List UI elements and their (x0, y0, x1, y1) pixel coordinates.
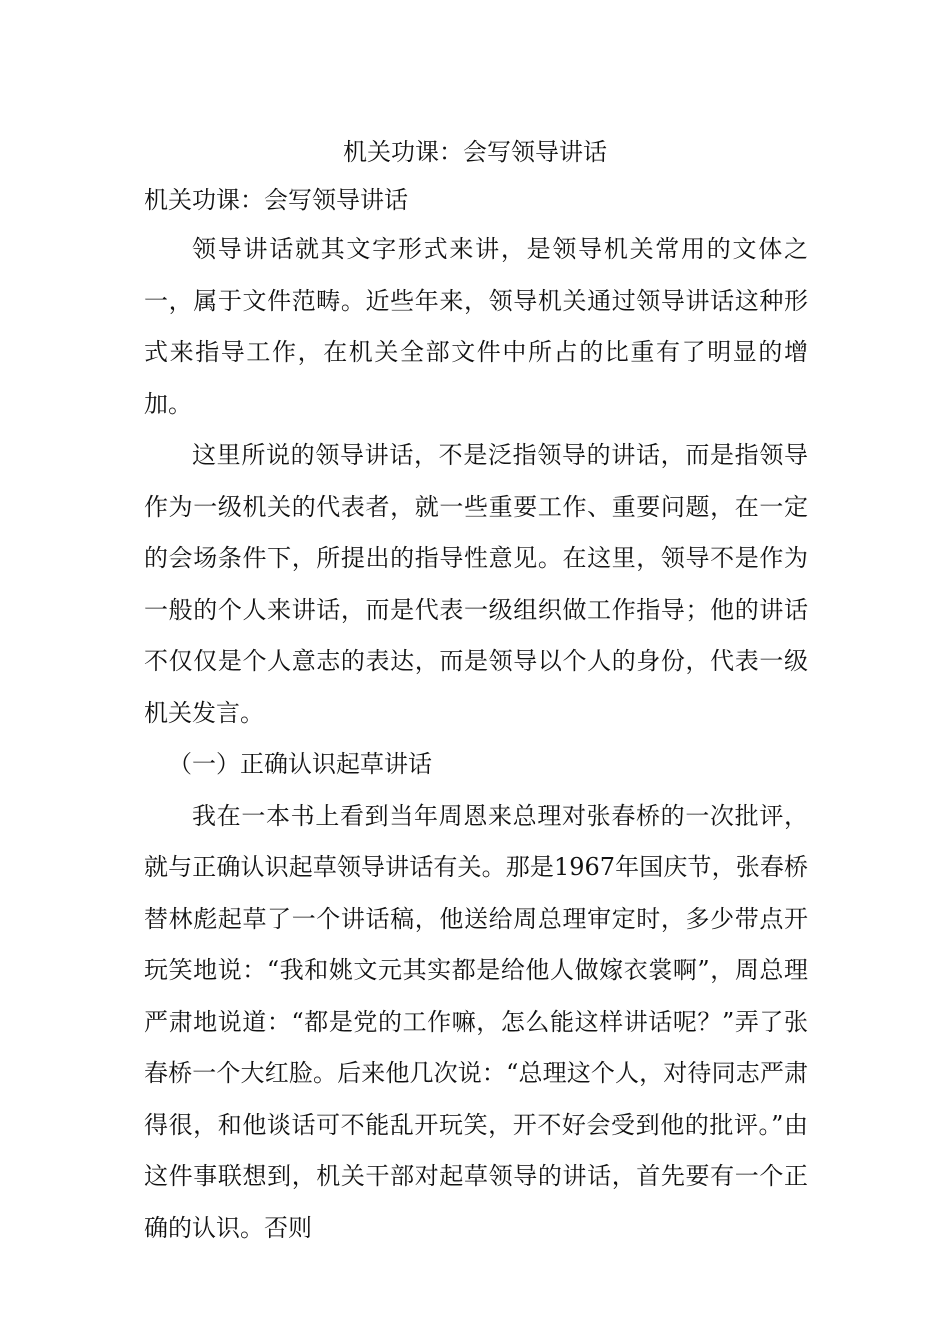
document-title: 机关功课：会写领导讲话 (343, 138, 607, 166)
paragraph: 这里所说的领导讲话，不是泛指领导的讲话，而是指领导作为一级机关的代表者，就一些重要工作、重要问题，在一定的会场条件下，所提出的指导性意见。在这里，领导不是作为一般的个人来讲话，而是代表一级组织做工作指导；他的讲话不仅仅是个人意志的表达，而是领导以个人的身份，代表一级机关发言。 (144, 441, 808, 727)
document-body (144, 224, 808, 1254)
document-subtitle: 机关功课：会写领导讲话 (144, 186, 408, 214)
paragraph: 我在一本书上看到当年周恩来总理对张春桥的一次批评，就与正确认识起草领导讲话有关。那是1967年国庆节，张春桥替林彪起草了一个讲话稿，他送给周总理审定时，多少带点开玩笑地说：“我和姚文元其实都是给他人做嫁衣裳啊”，周总理严肃地说道：“都是党的工作嘛，怎么能这样讲话呢？”弄了张春桥一个大红脸。后来他几次说：“总理这个人，对待同志严肃得很，和他谈话可不能乱开玩笑，开不好会受到他的批评。”由这件事联想到，机关干部对起草领导的讲话，首先要有一个正确的认识。否则 (144, 801, 808, 1242)
paragraph: 领导讲话就其文字形式来讲，是领导机关常用的文体之一，属于文件范畴。近些年来，领导机关通过领导讲话这种形式来指导工作，在机关全部文件中所占的比重有了明显的增加。 (144, 235, 808, 418)
section-heading: （一）正确认识起草讲话 (168, 750, 432, 778)
